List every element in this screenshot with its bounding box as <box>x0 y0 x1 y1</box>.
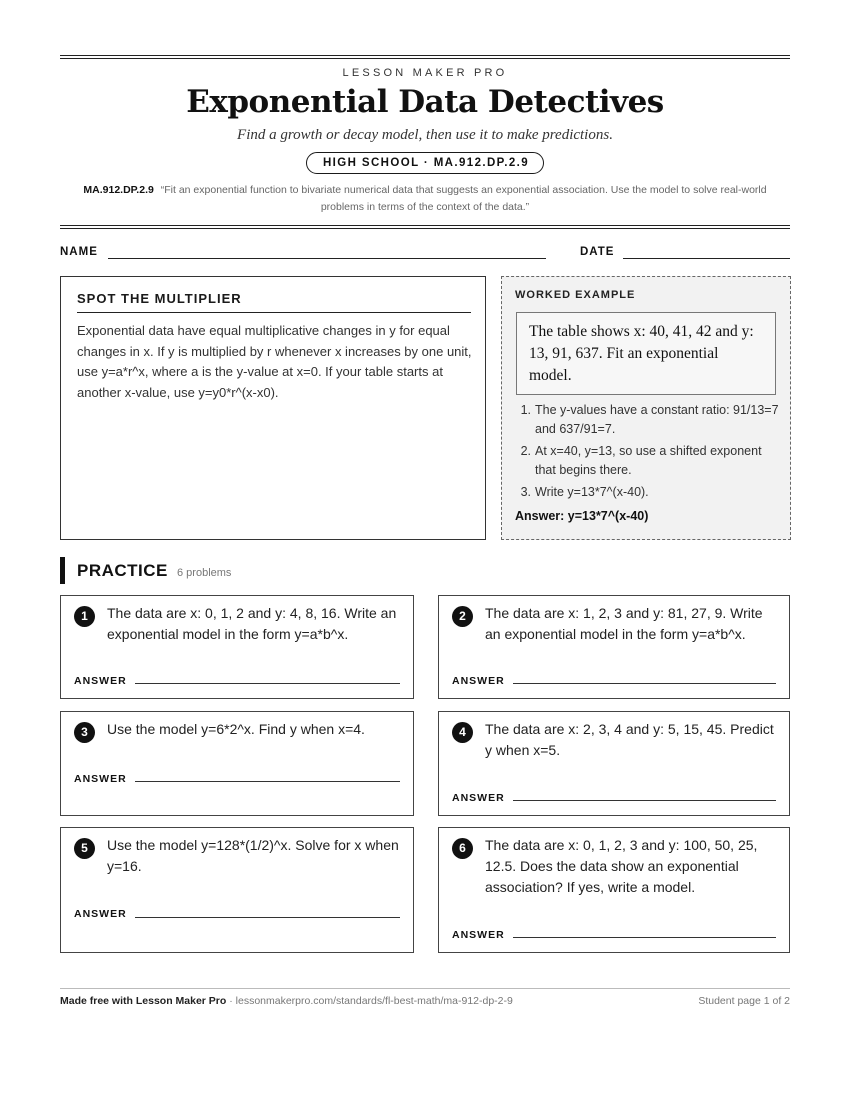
answer-label: ANSWER <box>452 675 505 687</box>
problem-number-badge: 6 <box>452 838 473 859</box>
worked-example-steps <box>515 401 783 506</box>
date-label: DATE <box>580 246 615 258</box>
worked-example-card <box>501 276 791 540</box>
concept-body: Exponential data have equal multiplicative changes in y for equal changes in x. If y is multiplied by r whenever x increases by one unit, use y=a*r^x, where a is the y-value at x=0. If your table starts at another x-value, use y=y0*r^(x-x0). <box>77 323 472 400</box>
standard-text: “Fit an exponential function to bivariate numerical data that suggests an exponential association. Use the model to solve real-world problems in terms of the context of the data.” <box>160 184 767 213</box>
top-rule-inner <box>60 58 790 59</box>
problem-number-badge: 3 <box>74 722 95 743</box>
standard-description <box>62 182 788 216</box>
answer-label: ANSWER <box>74 908 127 920</box>
problem-text: Use the model y=128*(1/2)^x. Solve for x when y=16. <box>107 837 399 874</box>
answer-line[interactable] <box>513 683 776 684</box>
answer-label: ANSWER <box>452 792 505 804</box>
answer-line[interactable] <box>135 781 400 782</box>
level-badge: HIGH SCHOOL · MA.912.DP.2.9 <box>306 152 544 174</box>
name-field[interactable] <box>108 258 546 259</box>
footer-url[interactable]: · lessonmakerpro.com/standards/fl-best-math/ma-912-dp-2-9 <box>226 995 513 1007</box>
worked-example-step: 1. The y-values have a constant ratio: 91/13=7 and 637/91=7. <box>520 403 779 436</box>
problem-text: The data are x: 2, 3, 4 and y: 5, 15, 45. Predict y when x=5. <box>485 721 774 758</box>
problem-card-1 <box>60 595 414 699</box>
worked-example-problem: The table shows x: 40, 41, 42 and y: 13, 91, 637. Fit an exponential model. <box>516 312 776 395</box>
problem-number-badge: 5 <box>74 838 95 859</box>
name-label: NAME <box>60 246 98 258</box>
answer-line[interactable] <box>513 800 776 801</box>
standard-code: MA.912.DP.2.9 <box>83 184 154 196</box>
top-rule <box>60 55 790 56</box>
problem-number-badge: 4 <box>452 722 473 743</box>
problem-card-6 <box>438 827 790 953</box>
problem-card-4 <box>438 711 790 816</box>
footer-credit <box>60 995 513 1007</box>
footer-made-with: Made free with Lesson Maker Pro <box>60 995 227 1007</box>
page-indicator: Student page 1 of 2 <box>698 995 790 1007</box>
worked-example-step: 2. At x=40, y=13, so use a shifted exponent that begins there. <box>520 444 762 477</box>
header-bottom-rule <box>60 225 790 226</box>
worked-example-step: 3. Write y=13*7^(x-40). <box>520 485 649 499</box>
problem-card-2 <box>438 595 790 699</box>
problem-text: The data are x: 1, 2, 3 and y: 81, 27, 9. Write an exponential model in the form y=a*b^x. <box>485 605 763 642</box>
footer-rule <box>60 988 790 989</box>
problem-text: The data are x: 0, 1, 2 and y: 4, 8, 16. Write an exponential model in the form y=a*b^x. <box>107 605 397 642</box>
brand-name: LESSON MAKER PRO <box>342 67 508 79</box>
page-title: Exponential Data Detectives <box>186 84 664 120</box>
problem-card-3 <box>60 711 414 816</box>
practice-count: 6 problems <box>177 567 232 579</box>
answer-line[interactable] <box>135 683 400 684</box>
concept-heading: SPOT THE MULTIPLIER <box>77 291 471 313</box>
worked-example-heading: WORKED EXAMPLE <box>515 289 636 301</box>
header-bottom-rule-inner <box>60 228 790 229</box>
answer-label: ANSWER <box>74 675 127 687</box>
problem-number-badge: 1 <box>74 606 95 627</box>
concept-card <box>60 276 486 540</box>
problem-number-badge: 2 <box>452 606 473 627</box>
worked-example-answer: Answer: y=13*7^(x-40) <box>515 509 649 523</box>
practice-heading: PRACTICE <box>77 561 168 580</box>
answer-label: ANSWER <box>452 929 505 941</box>
date-field[interactable] <box>623 258 790 259</box>
practice-accent-bar <box>60 557 65 584</box>
answer-line[interactable] <box>135 917 400 918</box>
problem-text: The data are x: 0, 1, 2, 3 and y: 100, 50, 25, 12.5. Does the data show an exponential association? If yes, write a model. <box>485 837 758 895</box>
answer-label: ANSWER <box>74 773 127 785</box>
problem-card-5 <box>60 827 414 953</box>
answer-line[interactable] <box>513 937 776 938</box>
problem-text: Use the model y=6*2^x. Find y when x=4. <box>107 721 365 737</box>
page-subtitle: Find a growth or decay model, then use it to make predictions. <box>237 127 613 143</box>
